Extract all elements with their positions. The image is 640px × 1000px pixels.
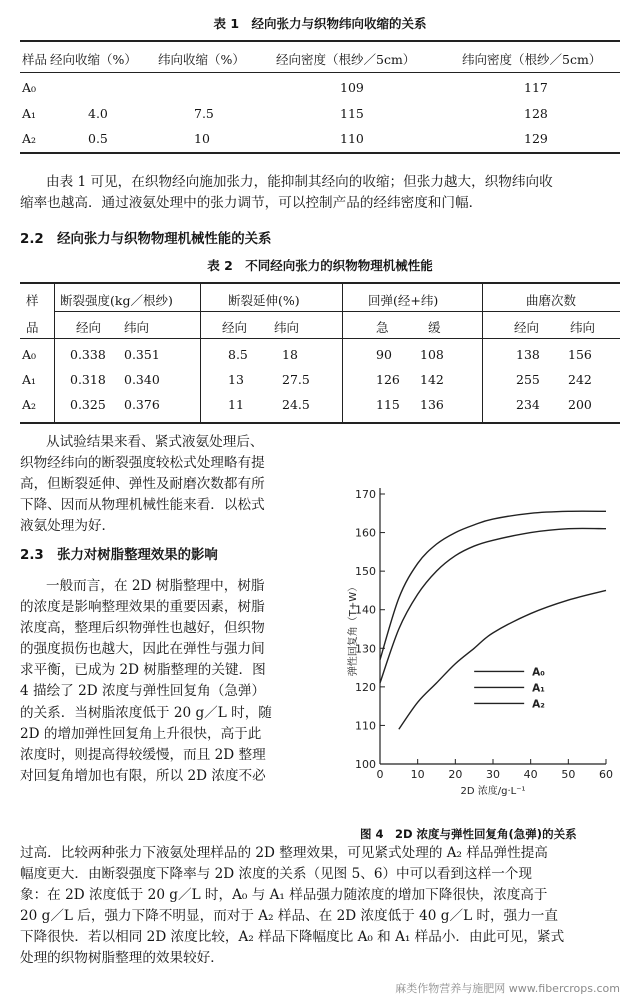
table2-header-sample-top: 样 bbox=[26, 293, 39, 308]
table2-header-rule bbox=[20, 338, 620, 339]
table2-cell: 0.351 bbox=[124, 347, 160, 362]
table2-subhead: 急 bbox=[376, 320, 389, 335]
table1-cell: 7.5 bbox=[194, 106, 214, 121]
table1-cell: 10 bbox=[194, 131, 210, 146]
y-tick-label: 170 bbox=[355, 488, 376, 501]
x-tick-label: 60 bbox=[599, 768, 613, 781]
x-tick-label: 20 bbox=[448, 768, 463, 781]
table1-cell: 110 bbox=[340, 131, 364, 146]
table1-header-weft-density: 纬向密度（根纱／5cm） bbox=[462, 52, 602, 67]
table2-group-flex: 曲磨次数 bbox=[526, 293, 577, 308]
table2-cell: 0.338 bbox=[70, 347, 106, 362]
table2-cell: 11 bbox=[228, 397, 244, 412]
table2-cell: 138 bbox=[516, 347, 540, 362]
table2-subhead: 经向 bbox=[76, 320, 102, 335]
table1-row-label: A₁ bbox=[22, 106, 37, 121]
table1-top-rule bbox=[20, 40, 620, 42]
table1-caption: 表 1 经向张力与织物纬向收缩的关系 bbox=[213, 16, 427, 31]
legend-label: A₀ bbox=[532, 666, 545, 679]
x-tick-label: 40 bbox=[523, 768, 538, 781]
table2-group-strength: 断裂强度(kg／根纱) bbox=[60, 293, 173, 308]
y-tick-label: 150 bbox=[355, 565, 376, 579]
table2-subhead: 缓 bbox=[428, 320, 441, 335]
table2-header-sample-bottom: 品 bbox=[26, 320, 39, 335]
table1-cell: 0.5 bbox=[88, 131, 108, 146]
table2-divider bbox=[54, 283, 55, 423]
table2-cell: 8.5 bbox=[228, 347, 248, 362]
y-tick-label: 160 bbox=[355, 526, 376, 540]
table2-cell: 255 bbox=[516, 372, 540, 387]
table1-cell: 129 bbox=[524, 131, 548, 146]
table2-subhead: 经向 bbox=[222, 320, 248, 335]
table1-row-label: A₂ bbox=[22, 131, 37, 146]
table2-cell: 242 bbox=[568, 372, 592, 387]
table1-header-rule bbox=[20, 72, 620, 73]
table2-subhead: 纬向 bbox=[570, 320, 596, 335]
figure4-chart bbox=[344, 468, 624, 836]
table2-cell: 108 bbox=[420, 347, 444, 362]
table1-cell: 4.0 bbox=[88, 106, 108, 121]
paragraph-resin-finishing: 一般而言，在 2D 树脂整理中，树脂 的浓度是影响整理效果的重要因素，树脂 浓度高，整理后织物弹性也越好，但织物 的强度损伤也越大，因此在弹性与强力间 求平衡，已成为 2D 树脂整理的关键．图 4 描绘了 2D 浓度与弹性回复角（急弹） 的关系．当树脂浓度低于 20 g／L 时，随 2D 的增加弹性回复角上升很快，高于此 浓度时，则提高得较缓慢，而且 2D 整理 对回复角增加也有限，所以 2D 浓度不必 bbox=[20, 578, 272, 784]
table1-header-warp-shrink: 经向收缩（%） bbox=[50, 52, 137, 67]
table1-bottom-rule bbox=[20, 152, 620, 154]
table2-divider bbox=[342, 283, 343, 423]
table2-cell: 0.340 bbox=[124, 372, 160, 387]
y-axis-label: 弹性回复角（T+W） bbox=[348, 581, 359, 677]
figure4-caption: 图 4 2D 浓度与弹性回复角(急弹)的关系 bbox=[360, 827, 577, 841]
table2-top-rule bbox=[20, 282, 620, 284]
table2-cell: 24.5 bbox=[282, 397, 310, 412]
paragraph-table1-discussion: 由表 1 可见，在织物经向施加张力，能抑制其经向的收缩；但张力越大，织物纬向收 缩率也越高．通过液氨处理中的张力调节，可以控制产品的经纬密度和门幅． bbox=[20, 174, 553, 212]
x-tick-label: 10 bbox=[410, 768, 425, 781]
x-axis-label: 2D 浓度/g·L⁻¹ bbox=[460, 786, 526, 797]
series-line-2 bbox=[399, 590, 606, 729]
table1-cell: 128 bbox=[524, 106, 548, 121]
table1-header-warp-density: 经向密度（根纱／5cm） bbox=[276, 52, 416, 67]
x-tick-label: 50 bbox=[561, 768, 576, 781]
legend-label: A₂ bbox=[532, 698, 545, 711]
table2-group-recovery: 回弹(经+纬) bbox=[368, 293, 439, 308]
section-heading-2-2: 2.2 经向张力与织物物理机械性能的关系 bbox=[20, 232, 272, 247]
table2-divider bbox=[200, 283, 201, 423]
x-tick-label: 0 bbox=[376, 768, 384, 781]
y-tick-label: 110 bbox=[355, 719, 376, 733]
table2-cell: 13 bbox=[228, 372, 244, 387]
table2-cell: 234 bbox=[516, 397, 540, 412]
table2-row-label: A₂ bbox=[22, 397, 37, 412]
x-tick-label: 30 bbox=[486, 768, 500, 781]
table2-subhead: 纬向 bbox=[124, 320, 150, 335]
table2-cell: 156 bbox=[568, 347, 592, 362]
series-line-1 bbox=[380, 528, 606, 683]
table2-group-rule bbox=[54, 311, 620, 312]
table2-row-label: A₀ bbox=[22, 347, 37, 362]
table2-cell: 136 bbox=[420, 397, 444, 412]
table1-cell: 117 bbox=[524, 80, 548, 95]
table1-cell: 115 bbox=[340, 106, 364, 121]
y-tick-label: 140 bbox=[355, 603, 376, 617]
table2-cell: 18 bbox=[282, 347, 298, 362]
table2-cell: 90 bbox=[376, 347, 392, 362]
table2-group-elongation: 断裂延伸(%) bbox=[228, 293, 300, 308]
paragraph-table2-discussion: 从试验结果来看、紧式液氨处理后、 织物经纬向的断裂强度较松式处理略有提 高，但断裂延伸、弹性及耐磨次数都有所 下降、因而从物理机械性能来看．以松式 液氨处理为好． bbox=[20, 434, 265, 535]
table1-row-label: A₀ bbox=[22, 80, 37, 95]
legend-label: A₁ bbox=[532, 682, 545, 695]
table2-cell: 115 bbox=[376, 397, 400, 412]
table2-cell: 126 bbox=[376, 372, 400, 387]
y-tick-label: 120 bbox=[355, 680, 376, 694]
table2-bottom-rule bbox=[20, 422, 620, 424]
y-tick-label: 130 bbox=[355, 642, 376, 656]
table2-cell: 0.376 bbox=[124, 397, 160, 412]
table2-row-label: A₁ bbox=[22, 372, 37, 387]
series-line-0 bbox=[380, 511, 606, 660]
y-tick-label: 100 bbox=[355, 758, 376, 771]
section-heading-2-3: 2.3 张力对树脂整理效果的影响 bbox=[20, 548, 218, 563]
table2-cell: 200 bbox=[568, 397, 592, 412]
table2-cell: 142 bbox=[420, 372, 444, 387]
table2-caption: 表 2 不同经向张力的织物物理机械性能 bbox=[207, 258, 433, 273]
table1-header-sample: 样品 bbox=[22, 52, 48, 67]
paragraph-conclusion: 过高．比较两种张力下液氨处理样品的 2D 整理效果，可见紧式处理的 A₂ 样品弹性提高 幅度更大．由断裂强度下降率与 2D 浓度的关系（见图 5、6）中可以看到这样一个现 象：在 2D 浓度低于 20 g／L 时，A₀ 与 A₁ 样品强力随浓度的增加下降很快，浓度高于 20 g／L 后，强力下降不明显，而对于 A₂ 样品、在 2D 浓度低于 40 g／L 时，强力一直 下降很快．若以相同 2D 浓度比较，A₂ 样品下降幅度比 A₀ 和 A₁ 样品小．由此可见，紧式 处理的织物树脂整理的效果较好． bbox=[20, 845, 565, 967]
table2-subhead: 纬向 bbox=[274, 320, 300, 335]
watermark: 麻类作物营养与施肥网 www.fibercrops.com bbox=[395, 982, 620, 995]
table2-cell: 0.318 bbox=[70, 372, 106, 387]
table1-header-weft-shrink: 纬向收缩（%） bbox=[158, 52, 245, 67]
table2-cell: 0.325 bbox=[70, 397, 106, 412]
table2-cell: 27.5 bbox=[282, 372, 310, 387]
table2-subhead: 经向 bbox=[514, 320, 540, 335]
table2-divider bbox=[482, 283, 483, 423]
table1-cell: 109 bbox=[340, 80, 364, 95]
